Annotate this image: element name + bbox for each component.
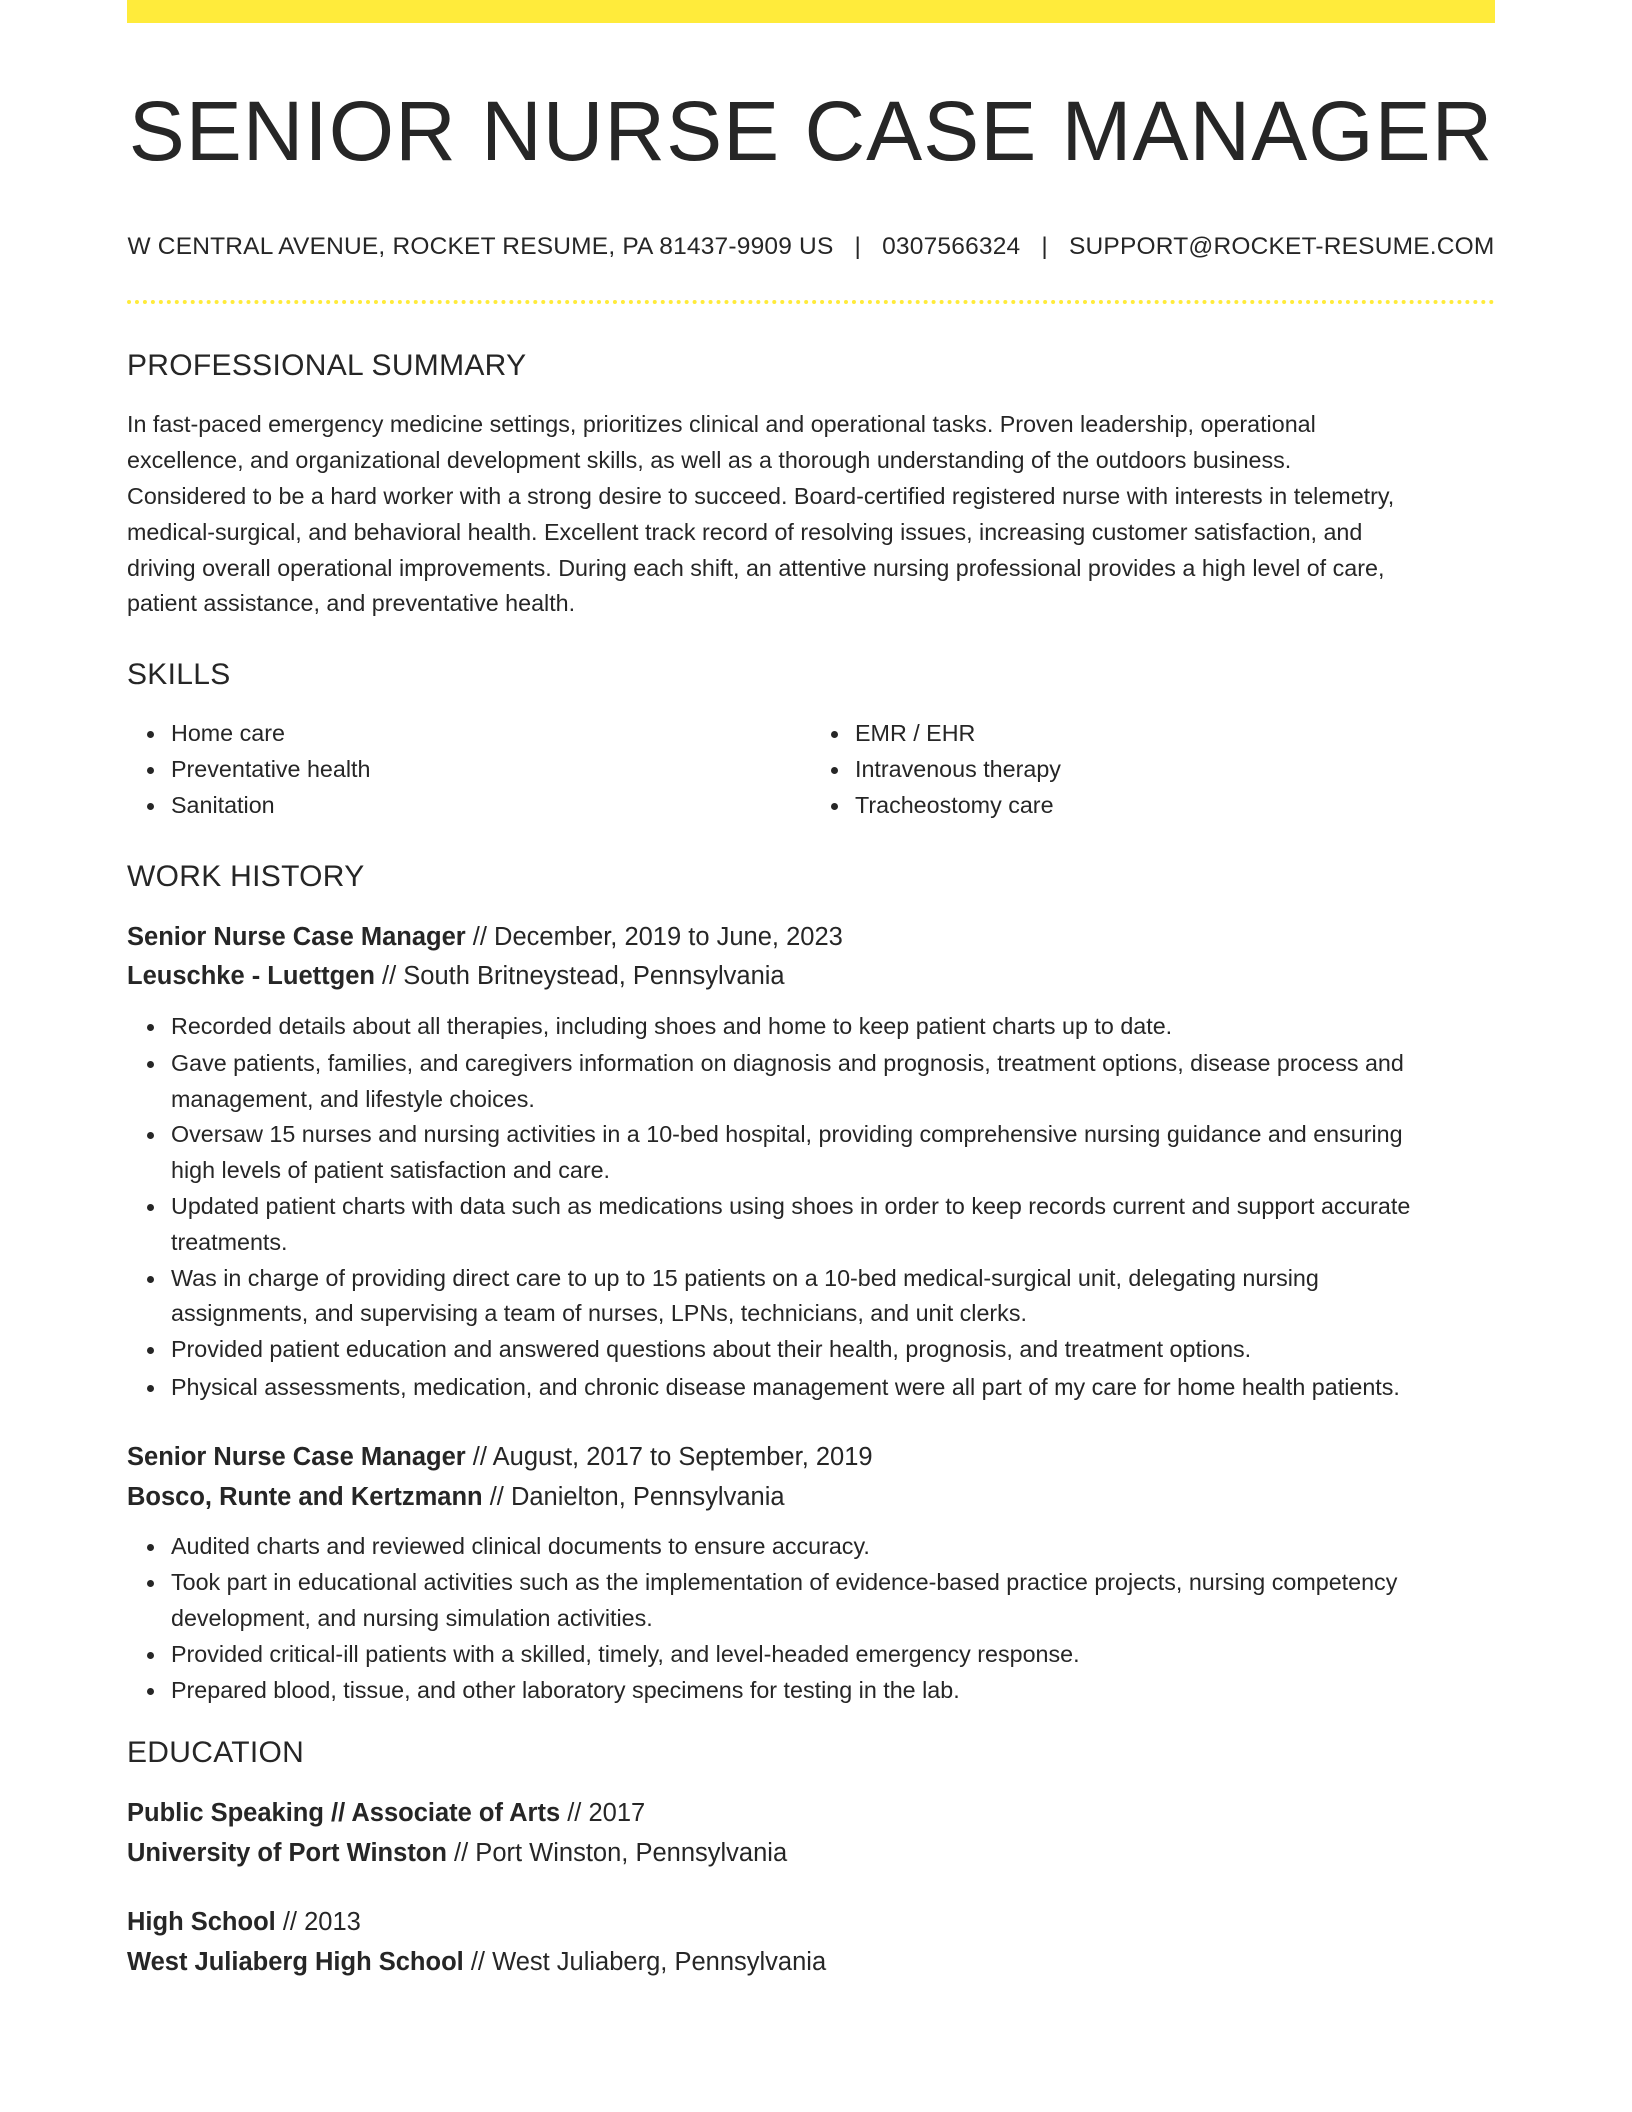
skills-list [127,716,1495,823]
job-company: Leuschke - Luettgen [127,962,375,991]
contact-line [127,233,1495,261]
bullet-line: Took part in educational activities such as the implementation of evidence-based practice projects, nursing competency [171,1569,1398,1596]
education-year: // 2017 [560,1799,646,1828]
education-school: University of Port Winston [127,1838,447,1867]
bullet-line: development, and nursing simulation activities. [171,1604,653,1631]
education-location: // West Juliaberg, Pennsylvania [463,1947,827,1976]
summary-line: driving overall operational improvements. During each shift, an attentive nursing professional provides a high level of care, [127,554,1385,581]
contact-email: SUPPORT@ROCKET-RESUME.COM [1068,233,1495,261]
dotted-divider [127,300,1495,304]
job-bullet [171,1117,1495,1189]
skill-item: Preventative health [171,752,811,788]
job-entry [127,918,1495,1406]
education-degree: High School [127,1908,276,1937]
education-section-title: EDUCATION [127,1736,305,1770]
summary-section-title: PROFESSIONAL SUMMARY [127,349,527,383]
bullet-line: Provided critical-ill patients with a skilled, timely, and level-headed emergency response. [171,1640,1080,1667]
summary-line: patient assistance, and preventative health. [127,590,576,617]
skill-item: Home care [171,716,811,752]
bullet-line: treatments. [171,1228,288,1255]
resume-name-heading: SENIOR NURSE CASE MANAGER [128,84,1494,178]
skill-item: Sanitation [171,788,811,824]
job-role-line [127,918,1495,958]
skills-column-left [127,716,811,823]
bullet-line: Was in charge of providing direct care to up to 15 patients on a 10-bed medical-surgical unit, delegating nursing [171,1264,1319,1291]
bullet-line: Oversaw 15 nurses and nursing activities in a 10-bed hospital, providing comprehensive nursing guidance and ensuring [171,1121,1403,1148]
bullet-line: Gave patients, families, and caregivers information on diagnosis and prognosis, treatment options, disease process and [171,1049,1404,1076]
bullet-line: Updated patient charts with data such as medications using shoes in order to keep records current and support accurate [171,1193,1411,1220]
bullet-line: Physical assessments, medication, and chronic disease management were all part of my care for home health patients. [171,1373,1400,1400]
contact-separator: | [1041,233,1048,261]
job-entry [127,1438,1495,1708]
job-bullet [171,1332,1495,1368]
job-location: // Danielton, Pennsylvania [482,1482,785,1511]
skills-column-right [811,716,1495,823]
top-accent-bar [127,0,1495,23]
summary-line: Considered to be a hard worker with a strong desire to succeed. Board-certified registered nurse with interests in telemetry, [127,482,1395,509]
skill-item: EMR / EHR [855,716,1495,752]
job-location: // South Britneystead, Pennsylvania [374,962,785,991]
job-role: Senior Nurse Case Manager [127,1443,466,1472]
education-year: // 2013 [275,1908,361,1937]
summary-line: excellence, and organizational development skills, as well as a thorough understanding of the outdoors business. [127,447,1292,474]
job-bullet [171,1189,1495,1261]
bullet-line: assignments, and supervising a team of nurses, LPNs, technicians, and unit clerks. [171,1300,1027,1327]
job-role-line [127,1438,1495,1478]
job-company: Bosco, Runte and Kertzmann [127,1482,483,1511]
education-school: West Juliaberg High School [127,1947,464,1976]
job-bullet [171,1370,1495,1406]
education-school-line [127,1943,1495,1983]
education-location: // Port Winston, Pennsylvania [446,1838,788,1867]
job-bullet [171,1565,1495,1637]
skill-item: Tracheostomy care [855,788,1495,824]
job-bullet [171,1529,1495,1565]
job-dates: // December, 2019 to June, 2023 [465,922,843,951]
contact-separator: | [854,233,862,261]
summary-line: In fast-paced emergency medicine settings, prioritizes clinical and operational tasks. Proven leadership, operational [127,411,1316,438]
bullet-line: management, and lifestyle choices. [171,1085,535,1112]
contact-address: W CENTRAL AVENUE, ROCKET RESUME, PA 81437-9909 US [127,233,834,261]
education-entry [127,1903,1495,1982]
job-bullet [171,1009,1495,1045]
contact-phone: 0307566324 [882,233,1021,261]
bullet-line: high levels of patient satisfaction and care. [171,1157,611,1184]
job-dates: // August, 2017 to September, 2019 [465,1443,873,1472]
job-bullet-list [127,1009,1495,1406]
education-entry [127,1794,1495,1873]
skill-item: Intravenous therapy [855,752,1495,788]
bullet-line: Recorded details about all therapies, including shoes and home to keep patient charts up to date. [171,1012,1173,1039]
resume-page [127,0,1495,1982]
job-bullet [171,1673,1495,1709]
job-bullet-list [127,1529,1495,1708]
summary-paragraph [127,407,1495,622]
job-company-line [127,957,1495,997]
work-history-section-title: WORK HISTORY [127,859,365,893]
bullet-line: Audited charts and reviewed clinical documents to ensure accuracy. [171,1533,870,1560]
education-degree: Public Speaking // Associate of Arts [127,1799,561,1828]
job-company-line [127,1478,1495,1518]
education-degree-line [127,1794,1495,1834]
job-bullet [171,1046,1495,1118]
job-bullet [171,1261,1495,1333]
education-school-line [127,1834,1495,1874]
summary-line: medical-surgical, and behavioral health. Excellent track record of resolving issues, increasing customer satisfaction, and [127,518,1363,545]
bullet-line: Prepared blood, tissue, and other laboratory specimens for testing in the lab. [171,1676,960,1703]
education-degree-line [127,1903,1495,1943]
bullet-line: Provided patient education and answered questions about their health, prognosis, and treatment options. [171,1336,1252,1363]
job-bullet [171,1637,1495,1673]
skills-section-title: SKILLS [127,658,231,692]
job-role: Senior Nurse Case Manager [127,922,466,951]
